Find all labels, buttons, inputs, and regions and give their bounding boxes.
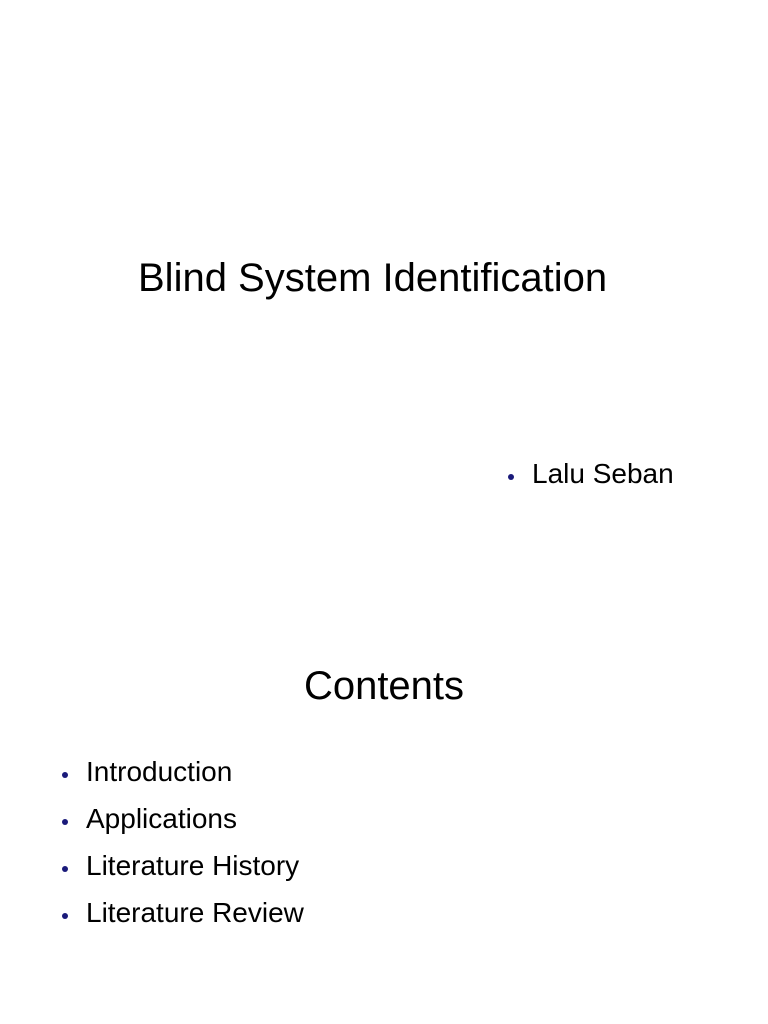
bullet-dot-icon: [508, 474, 514, 480]
bullet-dot-icon: [62, 866, 68, 872]
contents-item-applications: [62, 795, 304, 842]
bullet-dot-icon: [62, 913, 68, 919]
presentation-title: Blind System Identification: [138, 256, 608, 300]
author-name: Lalu Seban: [532, 458, 674, 489]
author-item: [508, 456, 674, 492]
contents-item-label: Literature Review: [86, 896, 304, 928]
contents-item-label: Introduction: [86, 755, 233, 787]
contents-item-literature-history: [62, 842, 304, 889]
author-list: [508, 456, 674, 492]
contents-item-literature-review: [62, 889, 304, 936]
bullet-dot-icon: [62, 819, 68, 825]
contents-item-label: Literature History: [86, 849, 300, 881]
contents-item-introduction: [62, 748, 304, 795]
contents-item-label: Applications: [86, 802, 237, 834]
contents-list: [62, 748, 304, 936]
bullet-dot-icon: [62, 772, 68, 778]
contents-title: Contents: [303, 664, 465, 708]
contents-slide: [0, 620, 768, 1024]
